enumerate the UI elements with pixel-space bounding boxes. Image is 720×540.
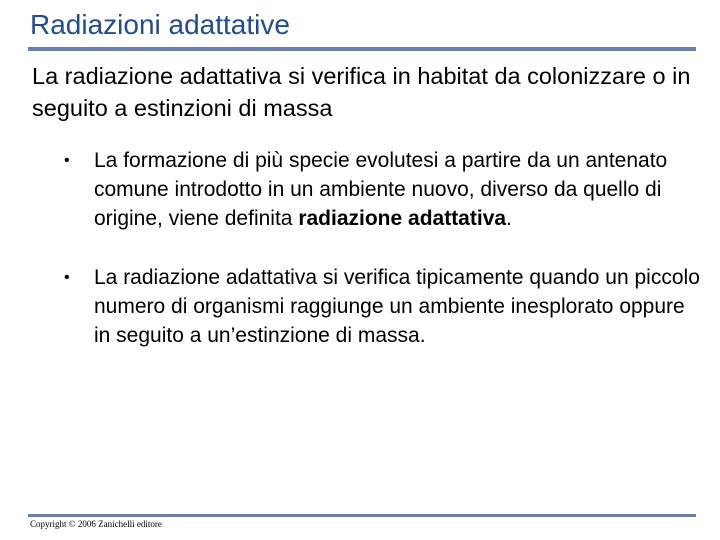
slide-title: Radiazioni adattative <box>30 9 290 40</box>
bullet-list <box>62 146 702 380</box>
slide-subtitle: La radiazione adattativa si verifica in habitat da colonizzare o in seguito a estinzioni di massa <box>32 63 691 121</box>
bullet-marker: • <box>64 269 70 286</box>
bullet-item <box>62 263 702 350</box>
bullet-text: La formazione di più specie evolutesi a partire da un antenato comune introdotto in un ambiente nuovo, diverso da quello di origine, viene definita <box>94 149 668 230</box>
bold-term: radiazione adattativa <box>298 207 507 230</box>
bullet-item <box>62 146 702 233</box>
copyright-notice: Copyright © 2006 Zanichelli editore <box>30 519 162 529</box>
bullet-marker: • <box>64 152 70 169</box>
bullet-text: La radiazione adattativa si verifica tipicamente quando un piccolo numero di organismi raggiunge un ambiente inesplorato oppure in seguito a un’estinzione di massa. <box>94 266 700 347</box>
bullet-text-end: . <box>506 207 512 230</box>
title-divider <box>28 47 696 51</box>
footer-divider <box>28 514 696 517</box>
